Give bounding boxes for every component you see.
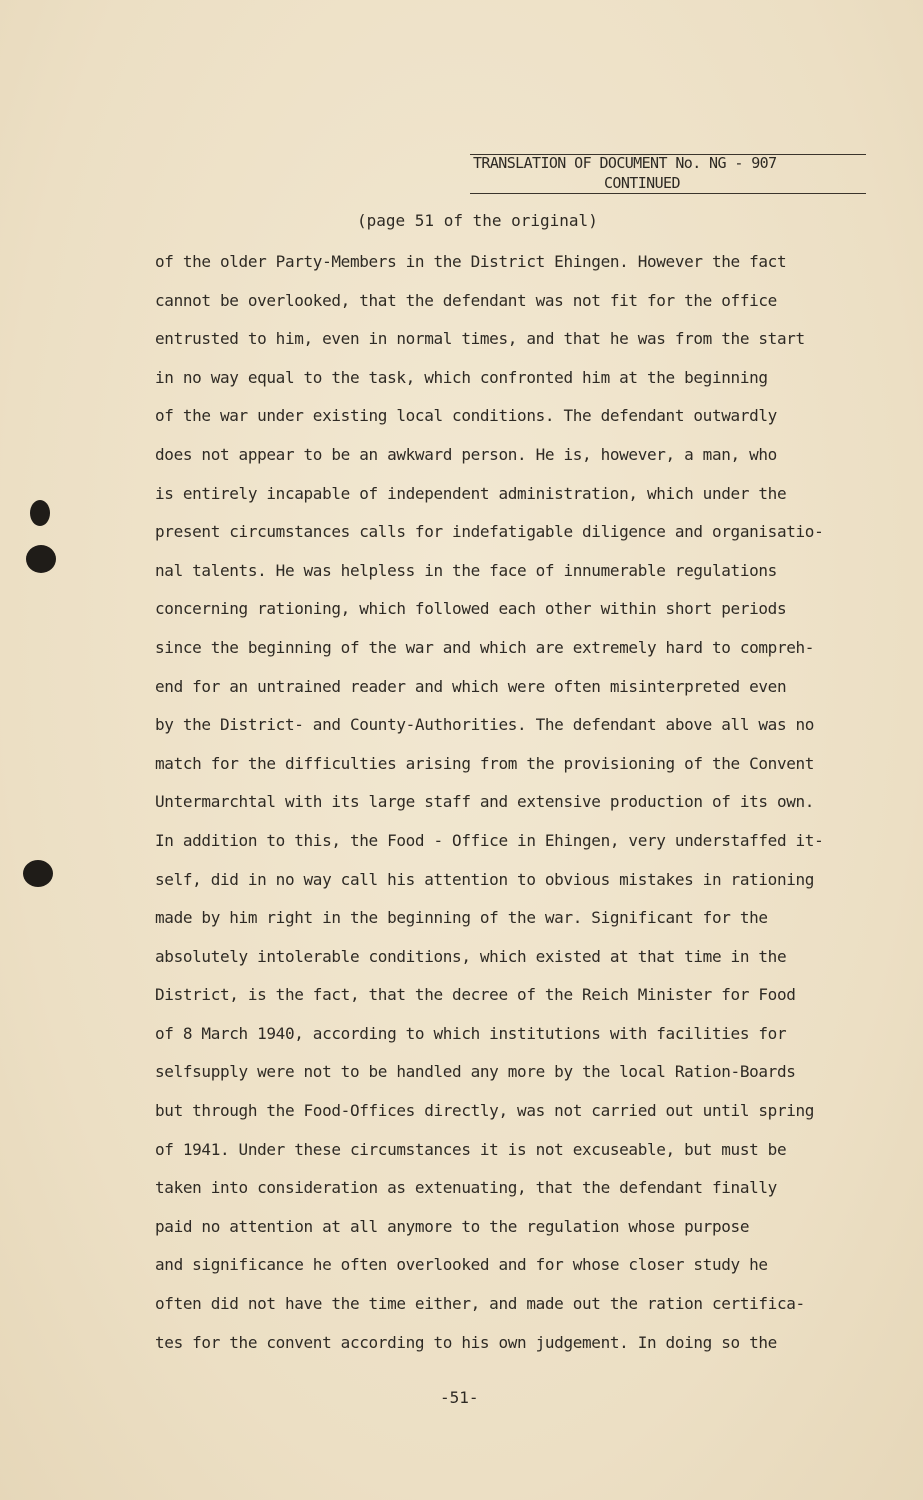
document-subtitle: CONTINUED [604,174,680,192]
text-line: nal talents. He was helpless in the face of innumerable regulations [155,560,777,580]
text-line: of 1941. Under these circumstances it is not excuseable, but must be [155,1139,787,1159]
punch-hole-mark [23,860,53,887]
text-line: of 8 March 1940, according to which institutions with facilities for [155,1023,787,1043]
body-text [155,250,855,1369]
text-line: cannot be overlooked, that the defendant was not fit for the office [155,290,777,310]
text-line: In addition to this, the Food - Office in Ehingen, very understaffed it- [155,830,824,850]
text-line: match for the difficulties arising from the provisioning of the Convent [155,753,815,773]
text-line: present circumstances calls for indefatigable diligence and organisatio- [155,522,824,542]
document-title: TRANSLATION OF DOCUMENT No. NG - 907 [473,154,777,172]
text-line: concerning rationing, which followed each other within short periods [155,599,787,619]
text-line: by the District- and County-Authorities. The defendant above all was no [155,715,815,735]
text-line: absolutely intolerable conditions, which existed at that time in the [155,946,787,966]
text-line: end for an untrained reader and which were often misinterpreted even [155,676,787,696]
text-line: since the beginning of the war and which are extremely hard to compreh- [155,637,815,657]
text-line: often did not have the time either, and made out the ration certifica- [155,1294,805,1314]
text-line: self, did in no way call his attention to obvious mistakes in rationing [155,869,815,889]
text-line: is entirely incapable of independent administration, which under the [155,483,787,503]
punch-hole-mark [26,545,56,573]
text-line: in no way equal to the task, which confronted him at the beginning [155,367,768,387]
punch-hole-mark [30,500,50,526]
header-bottom-rule [470,193,866,194]
text-line: and significance he often overlooked and for whose closer study he [155,1255,768,1275]
text-line: of the war under existing local conditions. The defendant outwardly [155,406,777,426]
text-line: paid no attention at all anymore to the regulation whose purpose [155,1216,750,1236]
page-number: -51- [440,1388,479,1407]
text-line: Untermarchtal with its large staff and extensive production of its own. [155,792,815,812]
text-line: of the older Party-Members in the District Ehingen. However the fact [155,252,787,271]
text-line: District, is the fact, that the decree of the Reich Minister for Food [155,985,796,1005]
page-reference: (page 51 of the original) [357,211,598,230]
text-line: but through the Food-Offices directly, was not carried out until spring [155,1101,815,1121]
text-line: made by him right in the beginning of the war. Significant for the [155,908,768,928]
text-line: does not appear to be an awkward person. He is, however, a man, who [155,444,777,464]
text-line: entrusted to him, even in normal times, and that he was from the start [155,329,805,349]
text-line: selfsupply were not to be handled any more by the local Ration-Boards [155,1062,796,1082]
text-line: tes for the convent according to his own judgement. In doing so the [155,1332,777,1352]
text-line: taken into consideration as extenuating, that the defendant finally [155,1178,777,1198]
